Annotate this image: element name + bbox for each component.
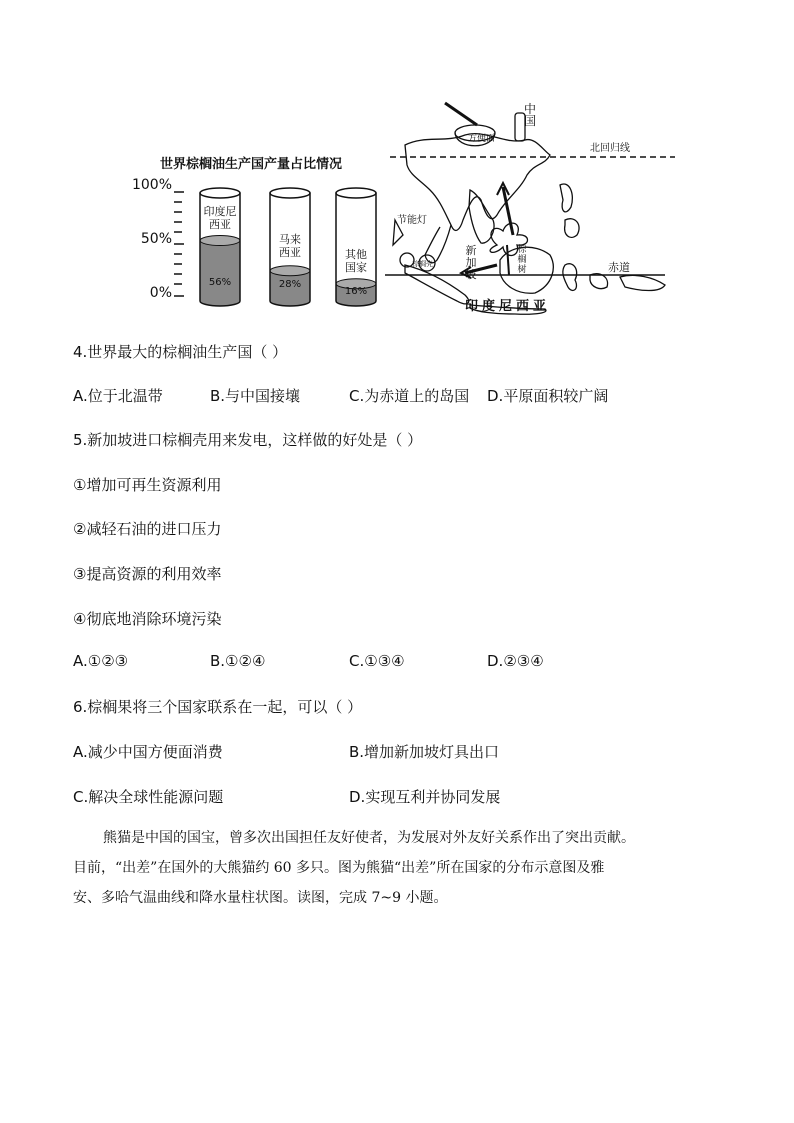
cylinder-label: 国家 bbox=[345, 261, 367, 274]
chart-title: 世界棕榈油生产国产量占比情况 bbox=[160, 157, 343, 172]
y-tick-50: 50% bbox=[140, 231, 172, 247]
cylinder-label: 印度尼 bbox=[203, 205, 237, 218]
value-label: 16% bbox=[344, 286, 368, 297]
q5-option-d[interactable]: D.②③④ bbox=[487, 652, 544, 670]
cylinder-top-2 bbox=[336, 188, 376, 198]
y-axis-labels bbox=[120, 177, 172, 310]
map-label-indonesia: 印度尼西亚 bbox=[465, 299, 551, 314]
palm-oil-figure bbox=[120, 95, 680, 325]
passage-line: 目前，“出差”在国外的大熊猫约 60 多只。图为熊猫“出差”所在国家的分布示意图及雅 bbox=[73, 860, 605, 876]
map-label-china: 中国 bbox=[524, 102, 537, 128]
passage-line: 安、多哈气温曲线和降水量柱状图。读图，完成 7~9 小题。 bbox=[73, 890, 448, 906]
q5-item-4: ④彻底地消除环境污染 bbox=[73, 610, 222, 628]
map-label-tropic: 北回归线 bbox=[590, 143, 630, 154]
map-label-palm-fruit: 棕榈壳 bbox=[412, 260, 433, 268]
map-label-singapore: 新加坡 bbox=[465, 244, 477, 281]
q5-option-b[interactable]: B.①②④ bbox=[210, 652, 266, 670]
q6-option-c[interactable]: C.解决全球性能源问题 bbox=[73, 788, 224, 806]
question-5-stem: 5.新加坡进口棕榈壳用来发电，这样做的好处是（ ） bbox=[73, 431, 423, 449]
southeast-asia-map bbox=[385, 95, 680, 325]
q4-option-c[interactable]: C.为赤道上的岛国 bbox=[349, 387, 470, 405]
cylinder-label: 马来 bbox=[279, 233, 301, 246]
q5-item-2: ②减轻石油的进口压力 bbox=[73, 520, 222, 538]
map-label-lamp: 节能灯 bbox=[397, 215, 427, 226]
cylinder-label: 西亚 bbox=[279, 246, 301, 259]
value-label: 28% bbox=[278, 279, 302, 290]
cylinder-fill-top-1 bbox=[270, 266, 310, 276]
q4-option-a[interactable]: A.位于北温带 bbox=[73, 387, 163, 405]
question-6-stem: 6.棕榈果将三个国家联系在一起，可以（ ） bbox=[73, 698, 363, 716]
panda-passage bbox=[73, 823, 713, 913]
cylinder-top-0 bbox=[200, 188, 240, 198]
q6-option-b[interactable]: B.增加新加坡灯具出口 bbox=[349, 743, 500, 761]
q6-option-a[interactable]: A.减少中国方便面消费 bbox=[73, 743, 223, 761]
cylinder-label: 西亚 bbox=[209, 218, 231, 231]
y-tick-0: 0% bbox=[149, 285, 172, 301]
cylinder-label: 其他 bbox=[345, 248, 367, 261]
q5-item-3: ③提高资源的利用效率 bbox=[73, 565, 222, 583]
q5-option-a[interactable]: A.①②③ bbox=[73, 652, 129, 670]
question-4-stem: 4.世界最大的棕榈油生产国（ ） bbox=[73, 343, 288, 361]
passage-line: 熊猫是中国的国宝，曾多次出国担任友好使者，为发展对外友好关系作出了突出贡献。 bbox=[103, 830, 635, 846]
map-label-palm-tree: 棕榈树 bbox=[517, 245, 527, 275]
map-label-noodles: 方便面 bbox=[468, 134, 496, 144]
y-axis-ruler bbox=[172, 190, 186, 302]
q5-option-c[interactable]: C.①③④ bbox=[349, 652, 405, 670]
q4-option-d[interactable]: D.平原面积较广阔 bbox=[487, 387, 609, 405]
q4-option-b[interactable]: B.与中国接壤 bbox=[210, 387, 301, 405]
value-label: 56% bbox=[208, 277, 232, 288]
y-tick-100: 100% bbox=[131, 177, 172, 193]
cylinder-fill-top-0 bbox=[200, 236, 240, 246]
q6-option-d[interactable]: D.实现互利并协同发展 bbox=[349, 788, 501, 806]
cylinder-fill-0 bbox=[200, 241, 240, 306]
cylinder-top-1 bbox=[270, 188, 310, 198]
map-label-equator: 赤道 bbox=[608, 261, 630, 274]
q5-item-1: ①增加可再生资源利用 bbox=[73, 476, 222, 494]
